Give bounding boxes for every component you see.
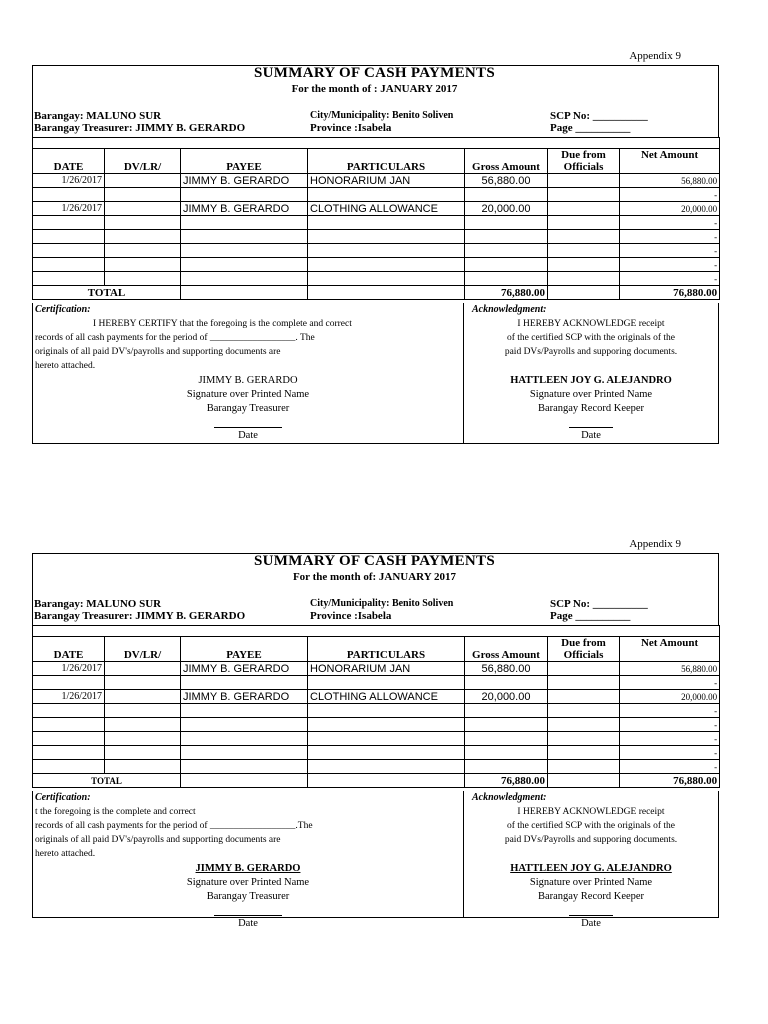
col-net: Net Amount — [620, 149, 720, 174]
page-number: Page __________ — [550, 122, 631, 134]
col-due: Due from Officials — [548, 637, 620, 662]
cell-dv — [105, 690, 181, 704]
cell-due — [548, 216, 620, 230]
cell-particulars — [308, 258, 465, 272]
table-row — [33, 202, 720, 216]
scp-number: SCP No: __________ — [550, 110, 648, 122]
total-net: 76,880.00 — [620, 774, 720, 788]
spacer-row — [33, 138, 720, 149]
date-line — [214, 427, 282, 428]
signature-caption: Signature over Printed Name — [186, 877, 310, 888]
table-row — [33, 258, 720, 272]
cell-payee — [181, 216, 308, 230]
cell-date — [33, 760, 105, 774]
cell-payee — [181, 258, 308, 272]
cell-due — [548, 746, 620, 760]
cell-payee — [181, 676, 308, 690]
cell-due — [548, 732, 620, 746]
cell-gross — [465, 718, 548, 732]
table-row — [33, 216, 720, 230]
certification-line: records of all cash payments for the period of __________________.The — [35, 821, 313, 831]
table-row — [33, 676, 720, 690]
total-label: TOTAL — [33, 774, 181, 788]
barangay-label: Barangay: MALUNO SUR — [34, 110, 162, 122]
col-date: DATE — [33, 637, 105, 662]
cell-net: - — [620, 272, 720, 286]
cell-gross — [465, 760, 548, 774]
cell-date — [33, 188, 105, 202]
cell-net: - — [620, 704, 720, 718]
certification-line: hereto attached. — [35, 361, 96, 371]
cell-net: - — [620, 718, 720, 732]
cell-gross: 56,880.00 — [465, 662, 548, 676]
cell-dv — [105, 244, 181, 258]
cell-gross — [465, 272, 548, 286]
certification-line: records of all cash payments for the period of __________________. The — [35, 333, 315, 343]
table-row — [33, 760, 720, 774]
acknowledgment-section — [463, 791, 719, 929]
cell-particulars — [308, 746, 465, 760]
cell-dv — [105, 662, 181, 676]
cell-net: - — [620, 760, 720, 774]
cell-due — [548, 286, 620, 300]
cell-due — [548, 760, 620, 774]
cell-due — [548, 230, 620, 244]
col-payee: PAYEE — [181, 149, 308, 174]
table-row — [33, 244, 720, 258]
cell-dv — [105, 704, 181, 718]
cell-date — [33, 244, 105, 258]
acknowledgment-line: I HEREBY ACKNOWLEDGE receipt — [517, 807, 665, 817]
appendix-label: Appendix 9 — [629, 538, 681, 550]
cell-payee — [181, 718, 308, 732]
cell-date — [33, 676, 105, 690]
cell-gross: 20,000.00 — [465, 690, 548, 704]
cell-particulars — [308, 188, 465, 202]
cell-dv — [105, 676, 181, 690]
treasurer-label: Barangay Treasurer: JIMMY B. GERARDO — [34, 610, 246, 622]
cell-particulars — [308, 272, 465, 286]
cell-date: 1/26/2017 — [33, 690, 105, 704]
col-gross: Gross Amount — [465, 637, 548, 662]
cell-particulars: HONORARIUM JAN — [308, 662, 465, 676]
cell-date — [33, 746, 105, 760]
certification-line: I HEREBY CERTIFY that the foregoing is the complete and correct — [93, 319, 352, 329]
cell-dv — [105, 174, 181, 188]
col-dv: DV/LR/ — [105, 637, 181, 662]
date-line — [569, 915, 613, 916]
table-header-row — [33, 637, 720, 662]
cell-date: 1/26/2017 — [33, 202, 105, 216]
table-row — [33, 690, 720, 704]
total-gross: 76,880.00 — [465, 286, 548, 300]
cell-date: 1/26/2017 — [33, 174, 105, 188]
acknowledgment-line: of the certified SCP with the originals of the — [507, 821, 675, 831]
table-row — [33, 662, 720, 676]
cell-payee — [181, 272, 308, 286]
cell-due — [548, 174, 620, 188]
form-title: SUMMARY OF CASH PAYMENTS — [254, 553, 495, 569]
cell-date: 1/26/2017 — [33, 662, 105, 676]
cell-dv — [105, 202, 181, 216]
cell-due — [548, 202, 620, 216]
page-number: Page __________ — [550, 610, 631, 622]
cell-date — [33, 230, 105, 244]
total-label: TOTAL — [33, 286, 181, 300]
city-label: City/Municipality: Benito Soliven — [310, 110, 454, 121]
cell-particulars — [308, 286, 465, 300]
cell-due — [548, 704, 620, 718]
treasurer-role: Barangay Treasurer — [206, 403, 290, 414]
cell-net: - — [620, 216, 720, 230]
cell-gross — [465, 230, 548, 244]
signature-caption: Signature over Printed Name — [186, 389, 310, 400]
cell-dv — [105, 188, 181, 202]
table-row — [33, 704, 720, 718]
cell-due — [548, 662, 620, 676]
date-caption: Date — [238, 430, 258, 441]
cell-payee — [181, 286, 308, 300]
cell-net: 56,880.00 — [620, 174, 720, 188]
col-gross: Gross Amount — [465, 149, 548, 174]
cell-due — [548, 774, 620, 788]
cell-net: - — [620, 746, 720, 760]
col-net: Net Amount — [620, 637, 720, 662]
cell-particulars — [308, 244, 465, 258]
cell-particulars: CLOTHING ALLOWANCE — [308, 690, 465, 704]
table-row — [33, 272, 720, 286]
cell-due — [548, 244, 620, 258]
treasurer-name: JIMMY B. GERARDO — [198, 375, 298, 386]
cell-dv — [105, 272, 181, 286]
cell-gross — [465, 704, 548, 718]
date-caption: Date — [238, 918, 258, 929]
certification-label: Certification: — [35, 792, 91, 803]
cell-date — [33, 216, 105, 230]
cell-due — [548, 676, 620, 690]
certification-line: originals of all paid DV's/payrolls and supporting documents are — [35, 835, 281, 845]
signature-caption: Signature over Printed Name — [529, 877, 653, 888]
cell-payee — [181, 244, 308, 258]
cell-net: 20,000.00 — [620, 202, 720, 216]
cell-payee: JIMMY B. GERARDO — [181, 202, 308, 216]
acknowledgment-label: Acknowledgment: — [472, 304, 547, 315]
cell-net: - — [620, 258, 720, 272]
col-particulars: PARTICULARS — [308, 149, 465, 174]
acknowledgment-section — [463, 303, 719, 444]
treasurer-name: JIMMY B. GERARDO — [195, 863, 301, 874]
cell-particulars — [308, 704, 465, 718]
barangay-label: Barangay: MALUNO SUR — [34, 598, 162, 610]
cell-dv — [105, 746, 181, 760]
date-caption: Date — [581, 430, 601, 441]
certification-label: Certification: — [35, 304, 91, 315]
acknowledgment-line: of the certified SCP with the originals of the — [507, 333, 675, 343]
cell-date — [33, 258, 105, 272]
table-header-row — [33, 149, 720, 174]
table-row — [33, 746, 720, 760]
cell-particulars — [308, 718, 465, 732]
cell-particulars: CLOTHING ALLOWANCE — [308, 202, 465, 216]
cell-net: 56,880.00 — [620, 662, 720, 676]
certification-line: originals of all paid DV's/payrolls and supporting documents are — [35, 347, 281, 357]
record-keeper-name: HATTLEEN JOY G. ALEJANDRO — [510, 863, 672, 874]
signature-caption: Signature over Printed Name — [529, 389, 653, 400]
acknowledgment-line: I HEREBY ACKNOWLEDGE receipt — [517, 319, 665, 329]
total-row — [33, 774, 720, 788]
cell-particulars — [308, 676, 465, 690]
cell-gross: 56,880.00 — [465, 174, 548, 188]
certification-section — [32, 303, 464, 444]
table-row — [33, 188, 720, 202]
spacer-row — [33, 626, 720, 637]
cell-payee — [181, 760, 308, 774]
cash-payment-summary-form-2 — [32, 538, 719, 938]
form-month: For the month of: JANUARY 2017 — [292, 571, 457, 583]
table-row — [33, 732, 720, 746]
cell-payee — [181, 230, 308, 244]
cell-due — [548, 690, 620, 704]
cell-particulars — [308, 760, 465, 774]
payments-table — [32, 137, 720, 300]
cell-net: - — [620, 230, 720, 244]
total-row — [33, 286, 720, 300]
total-gross: 76,880.00 — [465, 774, 548, 788]
cell-payee — [181, 704, 308, 718]
certification-section — [32, 791, 464, 929]
cell-particulars — [308, 732, 465, 746]
cell-date — [33, 704, 105, 718]
cell-particulars — [308, 774, 465, 788]
date-line — [569, 427, 613, 428]
treasurer-role: Barangay Treasurer — [206, 891, 290, 902]
cell-payee: JIMMY B. GERARDO — [181, 174, 308, 188]
scp-number: SCP No: __________ — [550, 598, 648, 610]
cell-due — [548, 718, 620, 732]
date-line — [214, 915, 282, 916]
cell-net: - — [620, 244, 720, 258]
cell-dv — [105, 718, 181, 732]
acknowledgment-line: paid DVs/Payrolls and supporing documents. — [504, 835, 678, 845]
table-row — [33, 230, 720, 244]
cell-particulars: HONORARIUM JAN — [308, 174, 465, 188]
table-row — [33, 718, 720, 732]
cell-dv — [105, 230, 181, 244]
cell-payee — [181, 188, 308, 202]
cell-gross: 20,000.00 — [465, 202, 548, 216]
cash-payment-summary-form-1 — [32, 50, 719, 450]
total-net: 76,880.00 — [620, 286, 720, 300]
cell-net: - — [620, 676, 720, 690]
cell-payee — [181, 746, 308, 760]
appendix-label: Appendix 9 — [629, 50, 681, 62]
col-payee: PAYEE — [181, 637, 308, 662]
cell-particulars — [308, 230, 465, 244]
acknowledgment-label: Acknowledgment: — [472, 792, 547, 803]
cell-gross — [465, 732, 548, 746]
cell-date — [33, 272, 105, 286]
cell-dv — [105, 732, 181, 746]
cell-net: - — [620, 732, 720, 746]
col-particulars: PARTICULARS — [308, 637, 465, 662]
record-keeper-role: Barangay Record Keeper — [537, 891, 645, 902]
cell-gross — [465, 746, 548, 760]
cell-dv — [105, 216, 181, 230]
col-dv: DV/LR/ — [105, 149, 181, 174]
cell-payee — [181, 732, 308, 746]
cell-date — [33, 732, 105, 746]
cell-dv — [105, 760, 181, 774]
cell-gross — [465, 188, 548, 202]
record-keeper-role: Barangay Record Keeper — [537, 403, 645, 414]
cell-payee: JIMMY B. GERARDO — [181, 662, 308, 676]
cell-payee — [181, 774, 308, 788]
certification-line: hereto attached. — [35, 849, 96, 859]
form-title: SUMMARY OF CASH PAYMENTS — [254, 65, 495, 81]
date-caption: Date — [581, 918, 601, 929]
treasurer-label: Barangay Treasurer: JIMMY B. GERARDO — [34, 122, 246, 134]
col-date: DATE — [33, 149, 105, 174]
form-month: For the month of : JANUARY 2017 — [291, 83, 458, 95]
cell-due — [548, 272, 620, 286]
city-label: City/Municipality: Benito Soliven — [310, 598, 454, 609]
record-keeper-name: HATTLEEN JOY G. ALEJANDRO — [510, 375, 672, 386]
cell-net: - — [620, 188, 720, 202]
certification-line: t the foregoing is the complete and correct — [35, 807, 196, 817]
province-label: Province :Isabela — [310, 610, 392, 622]
cell-gross — [465, 258, 548, 272]
col-due: Due from Officials — [548, 149, 620, 174]
cell-date — [33, 718, 105, 732]
cell-gross — [465, 244, 548, 258]
cell-due — [548, 188, 620, 202]
cell-net: 20,000.00 — [620, 690, 720, 704]
cell-payee: JIMMY B. GERARDO — [181, 690, 308, 704]
cell-particulars — [308, 216, 465, 230]
province-label: Province :Isabela — [310, 122, 392, 134]
payments-table — [32, 625, 720, 788]
acknowledgment-line: paid DVs/Payrolls and supporing documents. — [504, 347, 678, 357]
cell-gross — [465, 216, 548, 230]
cell-dv — [105, 258, 181, 272]
table-row — [33, 174, 720, 188]
cell-gross — [465, 676, 548, 690]
cell-due — [548, 258, 620, 272]
